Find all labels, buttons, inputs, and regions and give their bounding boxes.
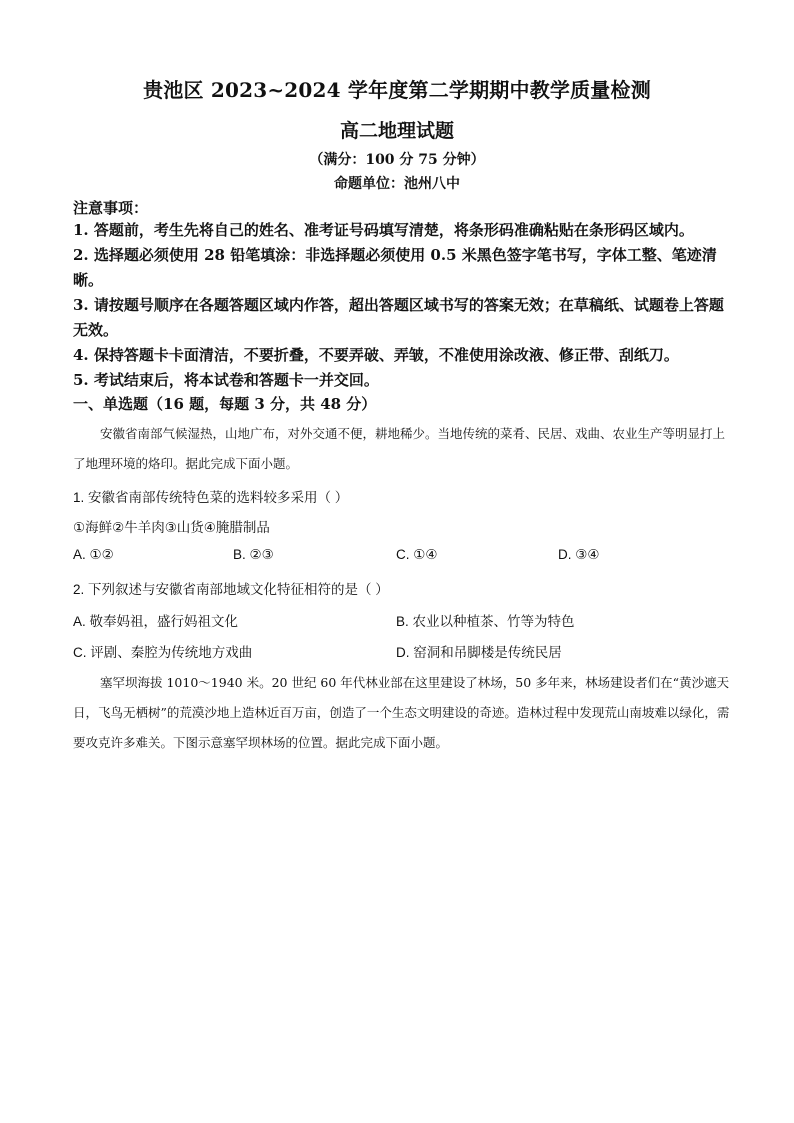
- section-title: 一、单选题（16 题，每题 3 分，共 48 分）: [73, 395, 377, 413]
- score-time-info: （满分：100 分 75 分钟）: [309, 152, 485, 168]
- notice-rule: 1. 答题前，考生先将自己的姓名、准考证号码填写清楚，将条形码准确粘贴在条形码区域内。: [73, 221, 694, 239]
- option-c: C. ①④: [396, 547, 438, 562]
- option-d: D. 窑洞和吊脚楼是传统民居: [396, 645, 562, 660]
- exam-subtitle: 高二地理试题: [339, 120, 454, 142]
- notice-rule: 2. 选择题必须使用 28 铅笔填涂：非选择题必须使用 0.5 米黑色签字笔书写，字体工整、笔迹清晰。: [73, 246, 717, 289]
- notice-rule: 4. 保持答题卡卡面清洁，不要折叠，不要弄破、弄皱，不准使用涂改液、修正带、刮纸刀。: [73, 346, 679, 364]
- option-a: A. ①②: [73, 547, 114, 562]
- notice-rule: 5. 考试结束后，将本试卷和答题卡一并交回。: [73, 371, 379, 389]
- question-items: ①海鲜②牛羊肉③山货④腌腊制品: [73, 520, 270, 535]
- reading-passage: 安徽省南部气候湿热，山地广布，对外交通不便，耕地稀少。当地传统的菜肴、民居、戏曲、农业生产等明显打上了地理环境的烙印。据此完成下面小题。: [73, 426, 726, 471]
- option-b: B. 农业以种植茶、竹等为特色: [396, 614, 575, 629]
- reading-passage: 塞罕坝海拔 1010～1940 米。20 世纪 60 年代林业部在这里建设了林场，50 多年来，林场建设者们在“黄沙遮天日，飞鸟无栖树”的荒漠沙地上造林近百万亩，创造了一个生态文明建设的奇迹。造林过程中发现荒山南坡难以绿化，需要攻克许多难关。下图示意塞罕坝林场的位置。据此完成下面小题。: [73, 675, 730, 750]
- exam-title: 贵池区 2023~2024 学年度第二学期期中教学质量检测: [143, 78, 651, 102]
- setter-unit: 命题单位：池州八中: [334, 176, 460, 192]
- option-d: D. ③④: [558, 547, 600, 562]
- question-stem: 2. 下列叙述与安徽省南部地域文化特征相符的是（ ）: [73, 582, 389, 597]
- option-b: B. ②③: [233, 547, 274, 562]
- option-a: A. 敬奉妈祖，盛行妈祖文化: [73, 614, 239, 629]
- option-c: C. 评剧、秦腔为传统地方戏曲: [73, 645, 253, 660]
- notice-rule: 3. 请按题号顺序在各题答题区域内作答，超出答题区域书写的答案无效；在草稿纸、试题卷上答题无效。: [73, 296, 724, 339]
- question-stem: 1. 安徽省南部传统特色菜的选料较多采用（ ）: [73, 490, 349, 505]
- notice-heading: 注意事项：: [73, 199, 149, 217]
